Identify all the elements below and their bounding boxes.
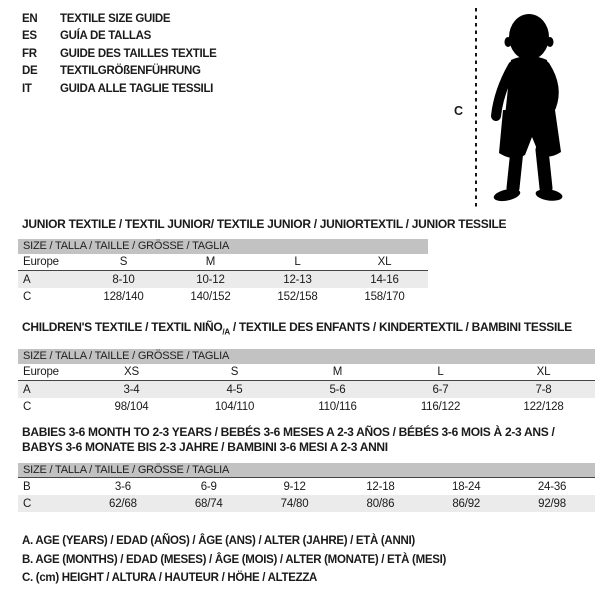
- region-label: Europe: [23, 366, 59, 378]
- cell: 122/128: [523, 400, 564, 413]
- cell: 104/110: [214, 400, 255, 413]
- children-size-header-bar: SIZE / TALLA / TAILLE / GRÖSSE / TAGLIA: [18, 349, 595, 364]
- children-section-title: [22, 320, 572, 339]
- note-age-years: A. AGE (YEARS) / EDAD (AÑOS) / ÂGE (ANS) / ALTER (JAHRE) / ETÀ (ANNI): [22, 535, 415, 547]
- junior-size-table: [18, 239, 428, 305]
- cell: 24-36: [537, 480, 567, 493]
- cell: 5-6: [329, 383, 346, 396]
- height-measure-label: C: [454, 104, 464, 118]
- lang-title: GUIDA ALLE TAGLIE TESSILI: [60, 82, 214, 95]
- cell: 74/80: [280, 497, 309, 510]
- cell: 62/68: [109, 497, 137, 510]
- cell: 86/92: [452, 497, 481, 510]
- height-dashed-line: [475, 8, 477, 208]
- lang-row-fr: [22, 45, 217, 63]
- table-row-age-months: [18, 478, 595, 495]
- row-label: C: [23, 400, 32, 413]
- column-header: L: [294, 256, 301, 268]
- column-header: XL: [377, 256, 392, 268]
- baby-silhouette-icon: [485, 10, 577, 208]
- table-row-height: [18, 288, 428, 305]
- cell: 12-18: [366, 480, 395, 493]
- note-height-cm: C. (cm) HEIGHT / ALTURA / HAUTEUR / HÖHE / ALTEZZA: [22, 572, 318, 584]
- lang-row-es: [22, 28, 217, 46]
- cell: 128/140: [103, 290, 144, 303]
- lang-row-en: [22, 10, 217, 28]
- cell: 98/104: [114, 400, 149, 413]
- lang-code: FR: [22, 47, 37, 60]
- cell: 116/122: [420, 400, 461, 413]
- cell: 110/116: [318, 400, 357, 413]
- cell: 80/86: [366, 497, 395, 510]
- cell: 140/152: [190, 290, 231, 303]
- column-header: M: [205, 256, 216, 268]
- junior-size-header-bar: SIZE / TALLA / TAILLE / GRÖSSE / TAGLIA: [18, 239, 428, 254]
- children-size-table: [18, 349, 595, 415]
- column-header: XS: [124, 366, 139, 378]
- row-label: B: [23, 480, 31, 493]
- column-header: L: [437, 366, 444, 378]
- children-title-subscript: /A: [222, 327, 230, 337]
- lang-row-de: [22, 63, 217, 81]
- baby-height-figure: [452, 8, 582, 212]
- row-label: A: [23, 383, 31, 396]
- column-header: S: [119, 256, 128, 268]
- column-header: M: [332, 366, 343, 378]
- row-label: C: [23, 290, 32, 303]
- junior-columns-row: [18, 254, 428, 271]
- lang-code: ES: [22, 30, 37, 43]
- cell: 152/158: [277, 290, 318, 303]
- cell: 3-4: [123, 383, 140, 396]
- cell: 68/74: [194, 497, 223, 510]
- lang-title: TEXTILE SIZE GUIDE: [60, 12, 171, 25]
- children-title-part2: / TEXTILE DES ENFANTS / KINDERTEXTIL / BAMBINI TESSILE: [229, 320, 572, 334]
- table-row-height: [18, 495, 595, 512]
- lang-title: GUÍA DE TALLAS: [60, 30, 151, 43]
- cell: 6-7: [432, 383, 449, 396]
- children-title-part1: CHILDREN'S TEXTILE / TEXTIL NIÑO: [22, 320, 223, 334]
- table-row-height: [18, 398, 595, 415]
- lang-row-it: [22, 80, 217, 98]
- cell: 158/170: [364, 290, 405, 303]
- babies-size-header-bar: SIZE / TALLA / TAILLE / GRÖSSE / TAGLIA: [18, 463, 595, 478]
- babies-title-line2: BABYS 3-6 MONATE BIS 2-3 JAHRE / BAMBINI 3-6 MESI A 2-3 ANNI: [22, 440, 388, 454]
- babies-section-title: [22, 425, 554, 455]
- cell: 8-10: [112, 273, 135, 286]
- babies-title-line1: BABIES 3-6 MONTH TO 2-3 YEARS / BEBÉS 3-6 MESES A 2-3 AÑOS / BÉBÉS 3-6 MOIS À 2-3 ANS /: [22, 425, 555, 439]
- cell: 92/98: [538, 497, 566, 510]
- column-header: S: [230, 366, 239, 378]
- cell: 14-16: [370, 273, 399, 286]
- junior-section-title: JUNIOR TEXTILE / TEXTIL JUNIOR/ TEXTILE JUNIOR / JUNIORTEXTIL / JUNIOR TESSILE: [22, 217, 507, 231]
- lang-code: IT: [22, 82, 32, 95]
- region-label: Europe: [23, 256, 59, 268]
- note-age-months: B. AGE (MONTHS) / EDAD (MESES) / ÂGE (MOIS) / ALTER (MONATE) / ETÀ (MESI): [22, 553, 447, 566]
- table-row-age: [18, 381, 595, 398]
- row-label: A: [23, 273, 31, 286]
- cell: 10-12: [196, 273, 225, 286]
- cell: 6-9: [200, 480, 217, 493]
- lang-title: TEXTILGRÖßENFÜHRUNG: [60, 65, 201, 78]
- cell: 9-12: [283, 480, 306, 493]
- lang-code: DE: [22, 65, 38, 78]
- cell: 7-8: [535, 383, 552, 396]
- row-label: C: [23, 497, 32, 510]
- babies-size-table: [18, 463, 595, 512]
- cell: 12-13: [283, 273, 312, 286]
- cell: 4-5: [226, 383, 243, 396]
- table-row-age: [18, 271, 428, 288]
- children-columns-row: [18, 364, 595, 381]
- lang-code: EN: [22, 12, 38, 25]
- cell: 3-6: [114, 480, 131, 493]
- column-header: XL: [536, 366, 551, 378]
- cell: 18-24: [452, 480, 481, 493]
- legend-notes: [22, 532, 446, 588]
- lang-title: GUIDE DES TAILLES TEXTILE: [60, 47, 217, 60]
- language-title-list: [22, 10, 217, 98]
